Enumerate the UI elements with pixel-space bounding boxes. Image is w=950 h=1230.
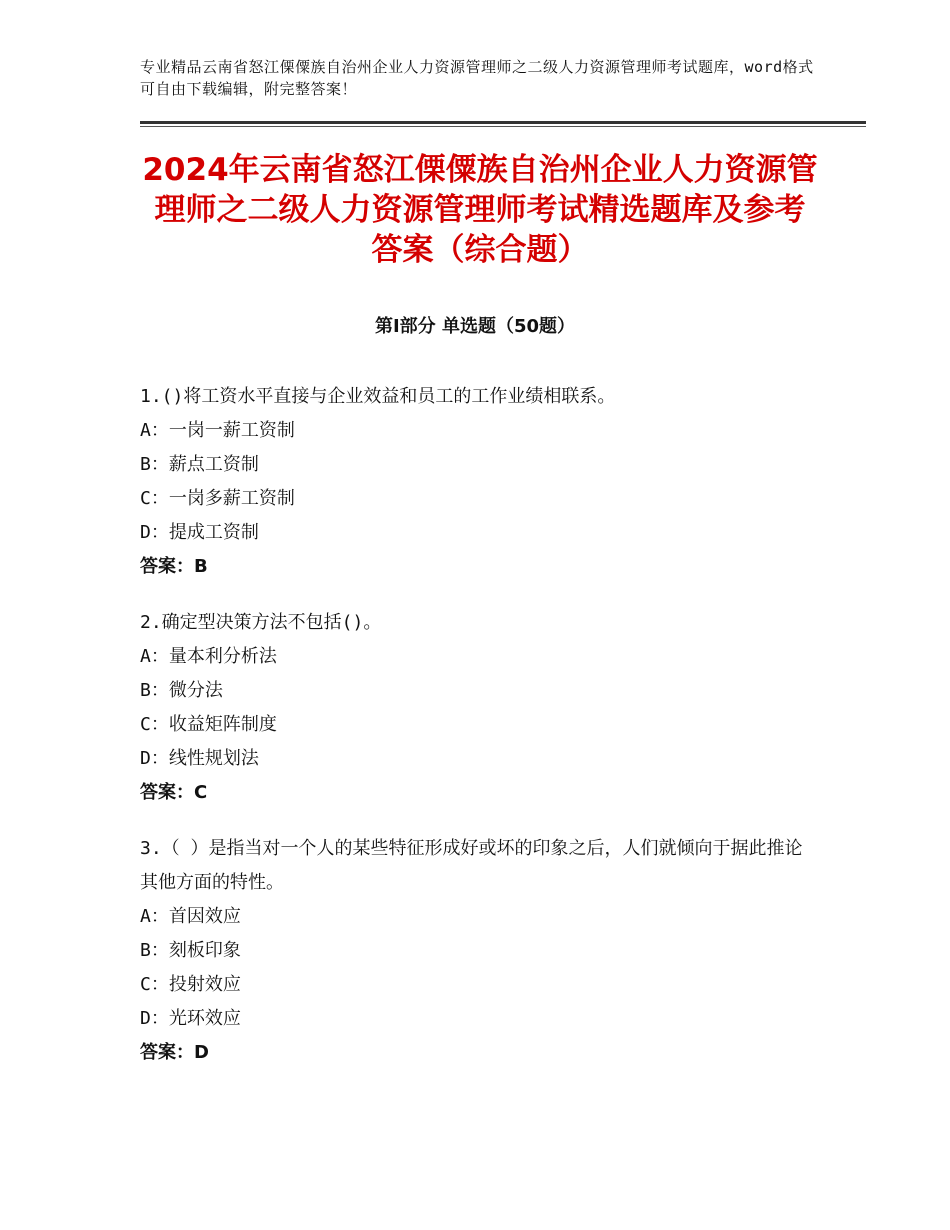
question-stem: 2.确定型决策方法不包括()。	[140, 612, 382, 633]
section-title: 第Ⅰ部分 单选题（50题）	[374, 316, 575, 337]
answer-line	[140, 550, 820, 584]
option-a: A：一岗一薪工资制	[140, 420, 295, 441]
question-2	[140, 606, 820, 810]
header-rule-thin	[140, 126, 866, 127]
option-a: A：量本利分析法	[140, 646, 277, 667]
answer-value: C	[194, 782, 208, 803]
option-c: C：收益矩阵制度	[140, 714, 277, 735]
header-rule-thick	[140, 121, 866, 124]
option-d: D：提成工资制	[140, 522, 259, 543]
answer-value: D	[194, 1042, 209, 1063]
option-b: B：薪点工资制	[140, 454, 259, 475]
question-list	[140, 380, 820, 1092]
option-d: D：光环效应	[140, 1008, 241, 1029]
answer-label: 答案：	[140, 1042, 194, 1063]
question-stem: 3.（ ）是指当对一个人的某些特征形成好或坏的印象之后，人们就倾向于据此推论其他方面的特性。	[140, 838, 803, 893]
answer-label: 答案：	[140, 556, 194, 577]
answer-label: 答案：	[140, 782, 194, 803]
question-3	[140, 832, 820, 1070]
option-a: A：首因效应	[140, 906, 241, 927]
answer-line	[140, 776, 820, 810]
question-stem: 1.()将工资水平直接与企业效益和员工的工作业绩相联系。	[140, 386, 616, 407]
option-c: C：投射效应	[140, 974, 241, 995]
option-b: B：微分法	[140, 680, 223, 701]
answer-line	[140, 1036, 820, 1070]
option-c: C：一岗多薪工资制	[140, 488, 295, 509]
answer-value: B	[194, 556, 208, 577]
document-title: 2024年云南省怒江傈僳族自治州企业人力资源管理师之二级人力资源管理师考试精选题库及参考答案（综合题）	[142, 152, 818, 268]
question-1	[140, 380, 820, 584]
option-b: B：刻板印象	[140, 940, 241, 961]
header-note: 专业精品云南省怒江傈僳族自治州企业人力资源管理师之二级人力资源管理师考试题库，word格式可自由下载编辑，附完整答案！	[140, 58, 814, 98]
option-d: D：线性规划法	[140, 748, 259, 769]
